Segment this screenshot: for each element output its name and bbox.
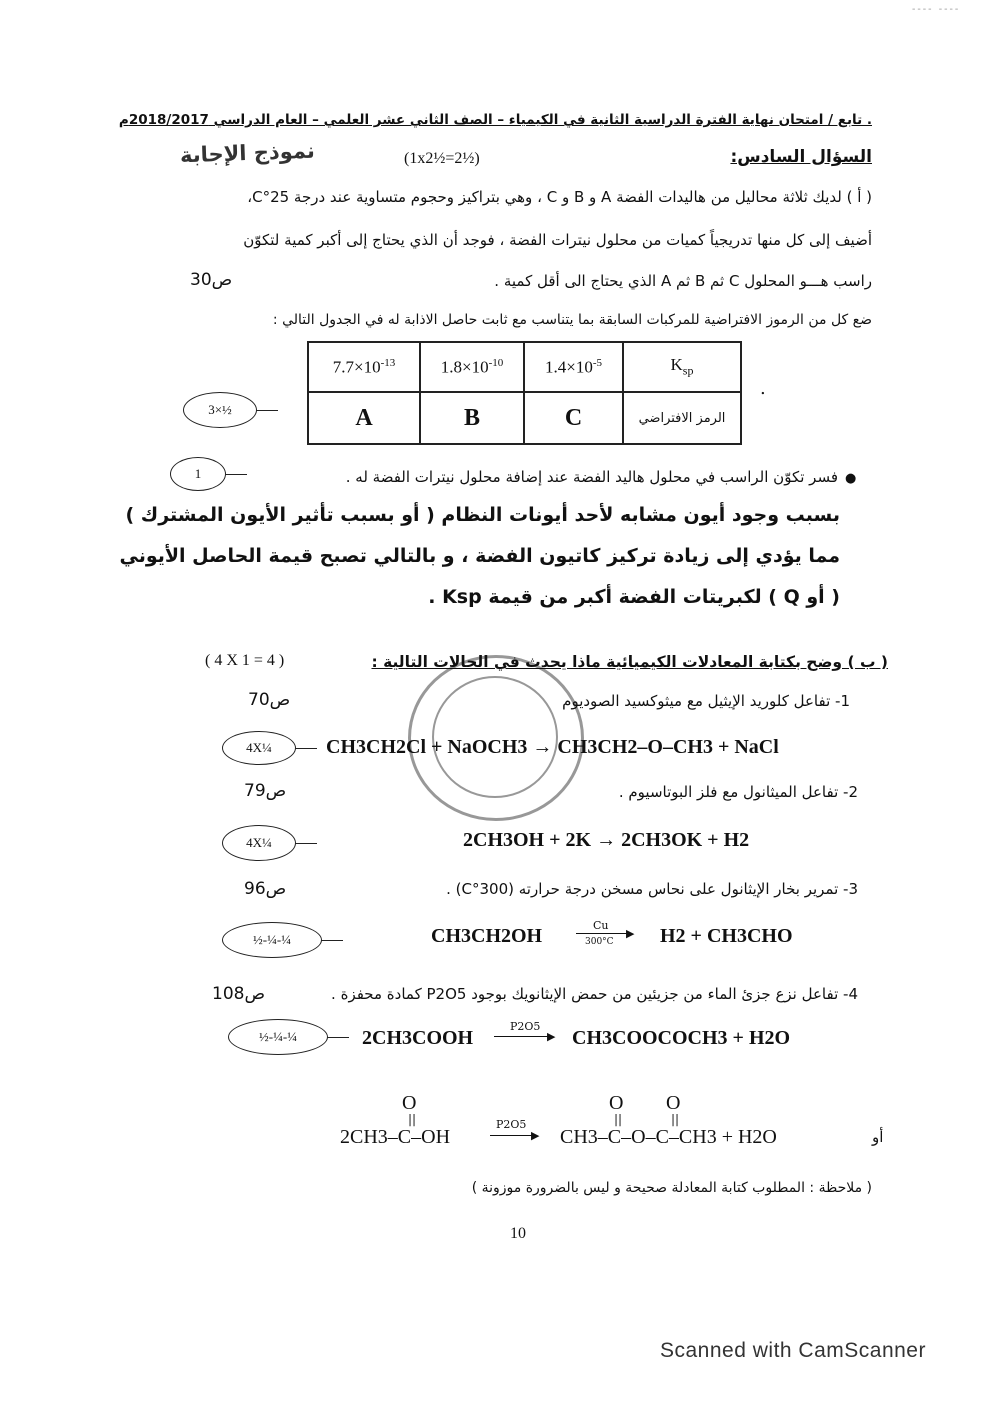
item-2-ref: ص79 bbox=[244, 781, 287, 801]
answer-line-3: ( أو Q ) لكبريتات الفضة أكبر من قيمة Ksp . bbox=[428, 586, 840, 608]
item-1-equation: CH3CH2Cl + NaOCH3 → CH3CH2–O–CH3 + NaCl bbox=[326, 736, 779, 758]
note: ( ملاحظة : المطلوب كتابة المعادلة صحيحة و ليس بالضرورة موزونة ) bbox=[471, 1180, 872, 1196]
answer-line-2: مما يؤدي إلى زيادة تركيز كاتيون الفضة ، و بالتالي تصبح قيمة الحاصل الأيوني bbox=[119, 545, 840, 567]
item-3-eq-right: H2 + CH3CHO bbox=[660, 925, 793, 947]
part-a-line-2: أضيف إلى كل منها تدريجياً كميات من محلول نيترات الفضة ، فوجد أن الذي يحتاج إلى أكبر كمية لتكوّن bbox=[243, 231, 872, 249]
item-2-question: 2- تفاعل الميثانول مع فلز البوتاسيوم . bbox=[618, 783, 858, 801]
alt-eq-left: 2CH3–C–OH bbox=[340, 1126, 451, 1148]
part-b-points: ( 4 X 1 = 4 ) bbox=[205, 652, 285, 669]
corner-marks: ---- ---- bbox=[912, 4, 961, 15]
part-b-title: ( ب ) وضح بكتابة المعادلات الكيميائية ماذا يحدث في الحالات التالية : bbox=[371, 653, 888, 671]
part-a-line-1: ( أ ) لديك ثلاثة محاليل من هاليدات الفضة A و B و C ، وهي بتراكيز وحجوم متساوية عند درجة 25°C، bbox=[247, 188, 872, 206]
item-4-question: 4- تفاعل نزع جزئ الماء من جزيئين من حمض الإيثانويك بوجود P2O5 كمادة محفزة . bbox=[331, 985, 858, 1003]
alt-label: أو bbox=[872, 1128, 884, 1146]
ksp-table bbox=[307, 341, 742, 445]
symbol-b: B bbox=[420, 392, 524, 444]
symbol-a: A bbox=[308, 392, 420, 444]
item-4-arrow-head: ▶ bbox=[547, 1030, 556, 1043]
bullet-icon: ● bbox=[845, 471, 857, 486]
item-4-mark: ½-¼-¼ bbox=[228, 1019, 328, 1055]
camscanner-watermark: Scanned with CamScanner bbox=[660, 1339, 926, 1362]
item-1-ref: ص70 bbox=[248, 690, 291, 710]
alt-arrow-head: ▶ bbox=[531, 1129, 540, 1142]
symbol-c: C bbox=[524, 392, 623, 444]
alt-dbl-bond-2: || bbox=[614, 1112, 623, 1126]
item-3-catalyst: Cu bbox=[593, 919, 609, 932]
alt-o-2: O bbox=[609, 1092, 624, 1114]
symbol-header: الرمز الافتراضي bbox=[623, 392, 741, 444]
item-4-eq-right: CH3COOCOCH3 + H2O bbox=[572, 1027, 791, 1049]
item-1-mark: 4X¼ bbox=[222, 731, 296, 765]
mark-table: 3×½ bbox=[183, 392, 257, 428]
alt-o-3: O bbox=[666, 1092, 681, 1114]
item-4-ref: ص108 bbox=[212, 984, 266, 1004]
item-2-equation: 2CH3OH + 2K → 2CH3OK + H2 bbox=[463, 829, 750, 851]
alt-o-1: O bbox=[402, 1092, 417, 1114]
ksp-cell-b: $1.8\times 10^{-10}$ bbox=[420, 342, 524, 392]
item-3-eq-left: CH3CH2OH bbox=[431, 925, 543, 947]
ksp-cell-a: $7.7\times 10^{-13}$ bbox=[308, 342, 420, 392]
alt-dbl-bond-1: || bbox=[408, 1112, 417, 1126]
alt-catalyst: P2O5 bbox=[496, 1118, 527, 1131]
part-a-line-3: راسب هـــو المحلول C ثم B ثم A الذي يحتاج الى أقل كمية . bbox=[494, 272, 872, 290]
ksp-cell-c: $1.4\times 10^{-5}$ bbox=[524, 342, 623, 392]
bullet-question: فسر تكوّن الراسب في محلول هاليد الفضة عند إضافة محلول نيترات الفضة له . bbox=[345, 468, 838, 486]
item-3-question: 3- تمرير بخار الإيثانول على نحاس مسخن درجة حرارته (300°C) . bbox=[446, 880, 858, 898]
model-answer-stamp: نموذج الإجابة bbox=[179, 138, 316, 168]
item-4-catalyst: P2O5 bbox=[510, 1020, 541, 1033]
answer-line-1: بسبب وجود أيون مشابه لأحد أيونات النظام ( أو بسبب تأثير الأيون المشترك ) bbox=[125, 504, 840, 526]
item-2-mark: 4X¼ bbox=[222, 825, 296, 861]
mark-bullet: 1 bbox=[170, 457, 226, 491]
table-dot: . bbox=[760, 378, 766, 399]
item-4-arrow bbox=[494, 1036, 552, 1037]
exam-header: . تابع / امتحان نهاية الفترة الدراسية الثانية في الكيمياء – الصف الثاني عشر العلمي – العام الدراسي 2018/2017م bbox=[118, 112, 872, 128]
question-points: (1x2½=2½) bbox=[404, 150, 480, 167]
page-ref-30: ص30 bbox=[190, 270, 233, 290]
part-a-instruction: ضع كل من الرموز الافتراضية للمركبات السابقة بما يتناسب مع ثابت حاصل الاذابة له في الجدول التالي : bbox=[272, 312, 872, 328]
alt-arrow bbox=[490, 1135, 536, 1136]
item-3-arrow bbox=[576, 933, 632, 934]
item-4-eq-left: 2CH3COOH bbox=[362, 1027, 474, 1049]
page-number: 10 bbox=[510, 1225, 526, 1242]
item-3-condition: 300°C bbox=[585, 937, 614, 947]
item-1-question: 1- تفاعل كلوريد الإيثيل مع ميثوكسيد الصوديوم bbox=[562, 692, 850, 710]
alt-dbl-bond-3: || bbox=[671, 1112, 680, 1126]
question-title: السؤال السادس: bbox=[730, 147, 872, 167]
ksp-header: $K_{sp}$ bbox=[623, 342, 741, 392]
item-3-mark: ½-¼-¼ bbox=[222, 922, 322, 958]
item-3-ref: ص96 bbox=[244, 879, 287, 899]
item-3-arrow-head: ▶ bbox=[626, 927, 635, 940]
alt-eq-right: CH3–C–O–C–CH3 + H2O bbox=[560, 1126, 777, 1148]
